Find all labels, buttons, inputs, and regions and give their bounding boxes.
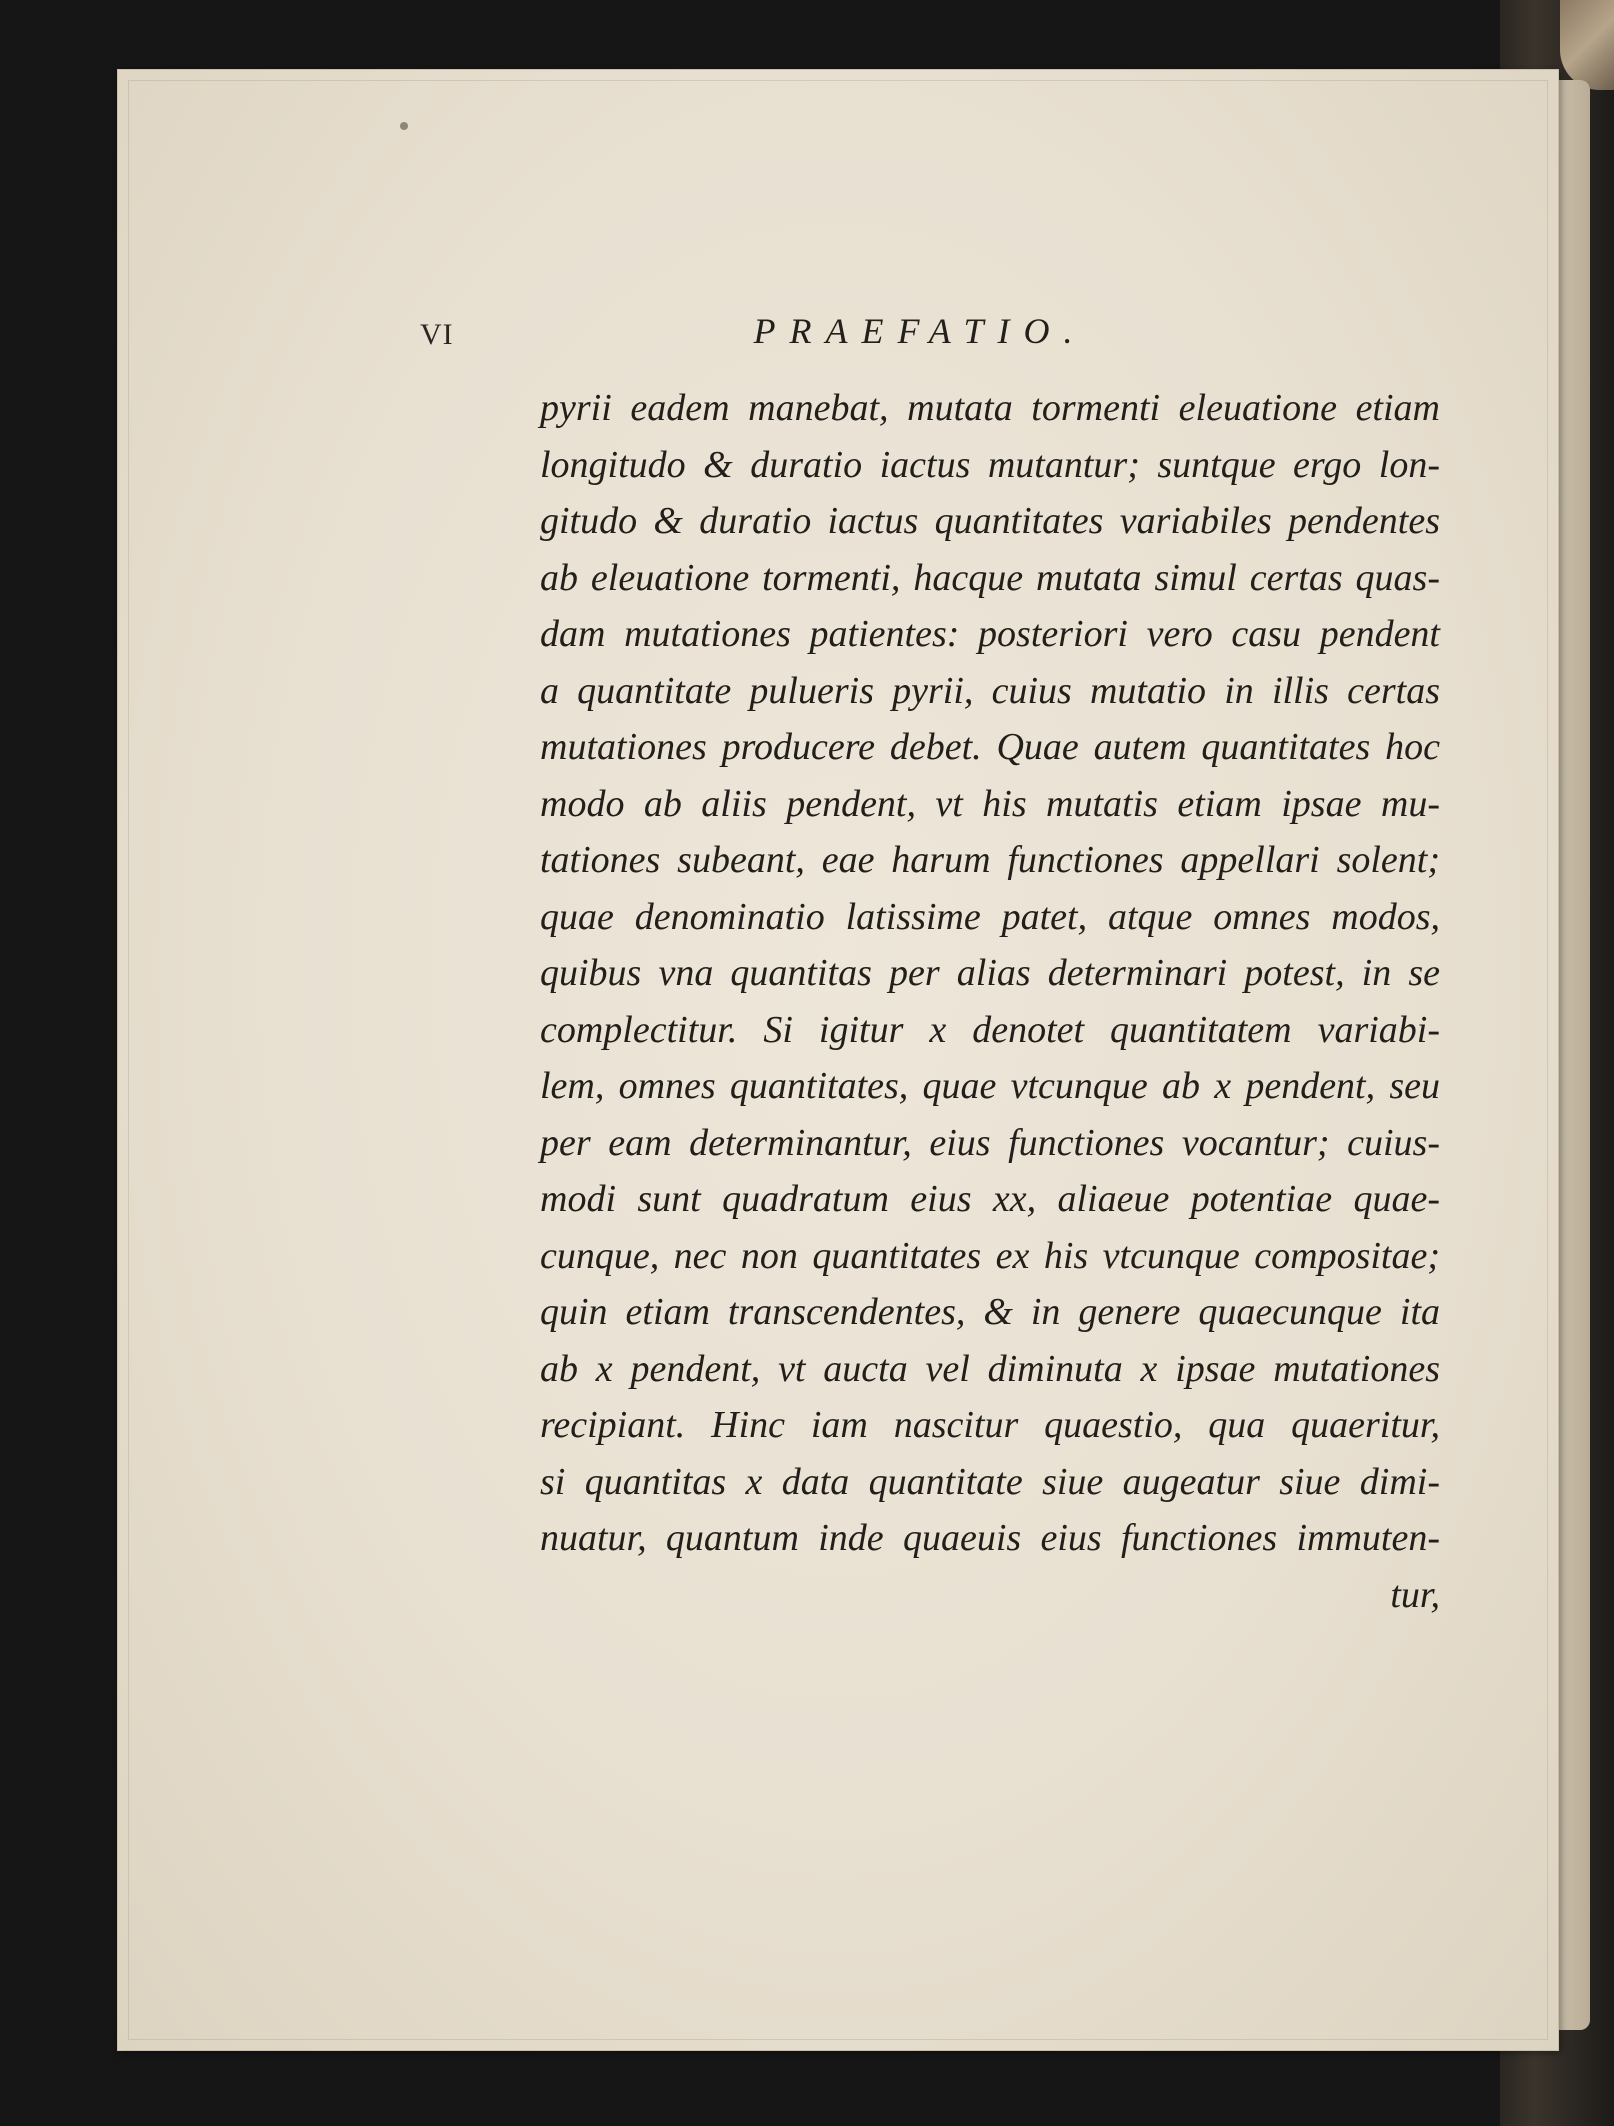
- page-number: VI: [420, 318, 454, 351]
- text-line: modi sunt quadratum eius xx, aliaeue potentiae quae-: [540, 1178, 1440, 1220]
- text-line: modo ab aliis pendent, vt his mutatis etiam ipsae mu-: [540, 782, 1440, 825]
- running-title: PRAEFATIO.: [753, 311, 1087, 351]
- text-line: pyrii eadem manebat, mutata tormenti eleuatione etiam: [540, 387, 1440, 429]
- text-line: gitudo & duratio iactus quantitates variabiles pendentes: [540, 500, 1440, 542]
- text-line: ab x pendent, vt aucta vel diminuta x ipsae mutationes: [540, 1347, 1440, 1390]
- text-line: lem, omnes quantitates, quae vtcunque ab x pendent, seu: [540, 1065, 1440, 1107]
- text-line: quae denominatio latissime patet, atque omnes modos,: [540, 895, 1440, 938]
- text-line: cunque, nec non quantitates ex his vtcunque compositae;: [540, 1234, 1440, 1277]
- text-line: ab eleuatione tormenti, hacque mutata simul certas quas-: [540, 556, 1440, 599]
- page-header: [420, 310, 1420, 370]
- text-line: si quantitas x data quantitate siue augeatur siue dimi-: [540, 1460, 1440, 1503]
- text-line: quibus vna quantitas per alias determinari potest, in se: [540, 952, 1440, 994]
- text-line: complectitur. Si igitur x denotet quantitatem variabi-: [540, 1008, 1440, 1051]
- text-line: quin etiam transcendentes, & in genere quaecunque ita: [540, 1291, 1440, 1333]
- text-line: a quantitate pulueris pyrii, cuius mutatio in illis certas: [540, 669, 1440, 712]
- text-line: dam mutationes patientes: posteriori vero casu pendent: [540, 613, 1440, 655]
- text-line: nuatur, quantum inde quaeuis eius functiones immuten-: [540, 1517, 1440, 1559]
- text-line: longitudo & duratio iactus mutantur; suntque ergo lon-: [540, 443, 1440, 486]
- body-text: [540, 380, 1440, 1623]
- text-line: mutationes producere debet. Quae autem quantitates hoc: [540, 726, 1440, 768]
- text-line: per eam determinantur, eius functiones vocantur; cuius-: [540, 1121, 1440, 1164]
- text-line: recipiant. Hinc iam nascitur quaestio, qua quaeritur,: [540, 1404, 1440, 1446]
- page-spot: [400, 122, 408, 130]
- catchword: tur,: [1390, 1573, 1440, 1616]
- text-line: tationes subeant, eae harum functiones appellari solent;: [540, 839, 1440, 881]
